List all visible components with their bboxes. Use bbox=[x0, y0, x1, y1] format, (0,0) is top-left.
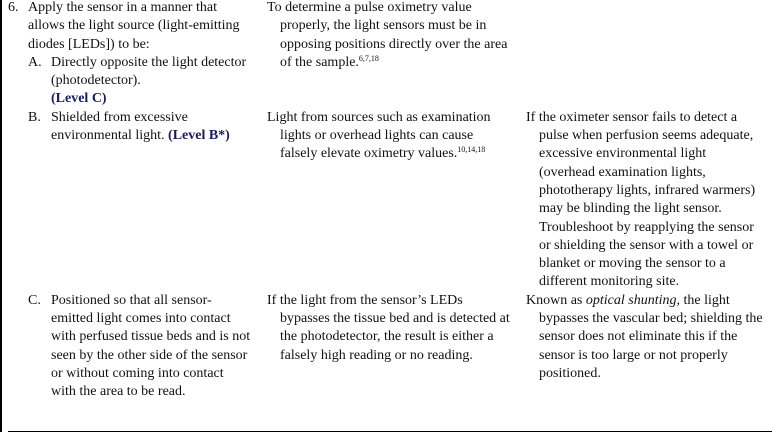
item-c-rationale: If the light from the sensor’s LEDs bypasses the tissue bed and is detected at the photodetector, the result is either a falsely high reading or no reading. bbox=[267, 292, 510, 363]
reference: 10,14,18 bbox=[457, 145, 486, 155]
step-6-rationale: To determine a pulse oximetry value properly, the light sensors must be in opposing positions directly over the area of the sample.$^{6,7,18}$ bbox=[267, 0, 508, 70]
item-b-cell bbox=[0, 109, 252, 292]
level-badge: (Level B*) bbox=[168, 128, 230, 144]
item-b-note: If the oximeter sensor fails to detect a pulse when perfusion seems adequate, excessive environmental light (overhead examination lights, phototherapy lights, infrared warmers) may be blinding the light sensor. Troubleshoot by reapplying the sensor or shielding the sensor with a towel or blanket or moving the sensor to a different monitoring site. bbox=[526, 109, 756, 290]
reference: 6,7,18 bbox=[358, 53, 379, 63]
step-6-cell bbox=[0, 0, 252, 109]
item-c-cell bbox=[0, 292, 252, 402]
item-b: B. Shielded from excessive environmental light. (Level B*) bbox=[28, 109, 230, 144]
table-bottom-rule bbox=[8, 431, 772, 432]
item-c-text: Positioned so that all sensor-emitted light comes into contact with perfused tissue beds and is not seen by the other side of the sensor or without coming into contact with the area to be read. bbox=[51, 292, 251, 400]
step-number: 6. bbox=[8, 0, 19, 15]
item-a-text: Directly opposite the light detector (photodetector). bbox=[51, 54, 247, 89]
item-b-text: Shielded from excessive environmental light. bbox=[51, 109, 188, 144]
step-text: Apply the sensor in a manner that allows the light source (light-emitting diodes [LEDs]) to be: bbox=[28, 0, 240, 52]
term: optical shunting, bbox=[585, 292, 681, 308]
item-a: A. Directly opposite the light detector (photodetector). (Level C) bbox=[28, 54, 247, 107]
step-6-note bbox=[518, 0, 764, 109]
item-c: C. Positioned so that all sensor-emitted light comes into contact with perfused tissue beds and is not seen by the other side of the sensor or without coming into contact with the area to be read. bbox=[28, 292, 252, 402]
item-c-note: Known as optical shunting, the light bypasses the vascular bed; shielding the sensor does not eliminate this if the sensor is too large or not properly positioned. bbox=[526, 292, 763, 381]
level-badge: (Level C) bbox=[51, 91, 107, 107]
item-b-rationale: Light from sources such as examination lights or overhead lights can cause falsely elevate oximetry values.$^{10,14,18}$ bbox=[267, 109, 491, 162]
